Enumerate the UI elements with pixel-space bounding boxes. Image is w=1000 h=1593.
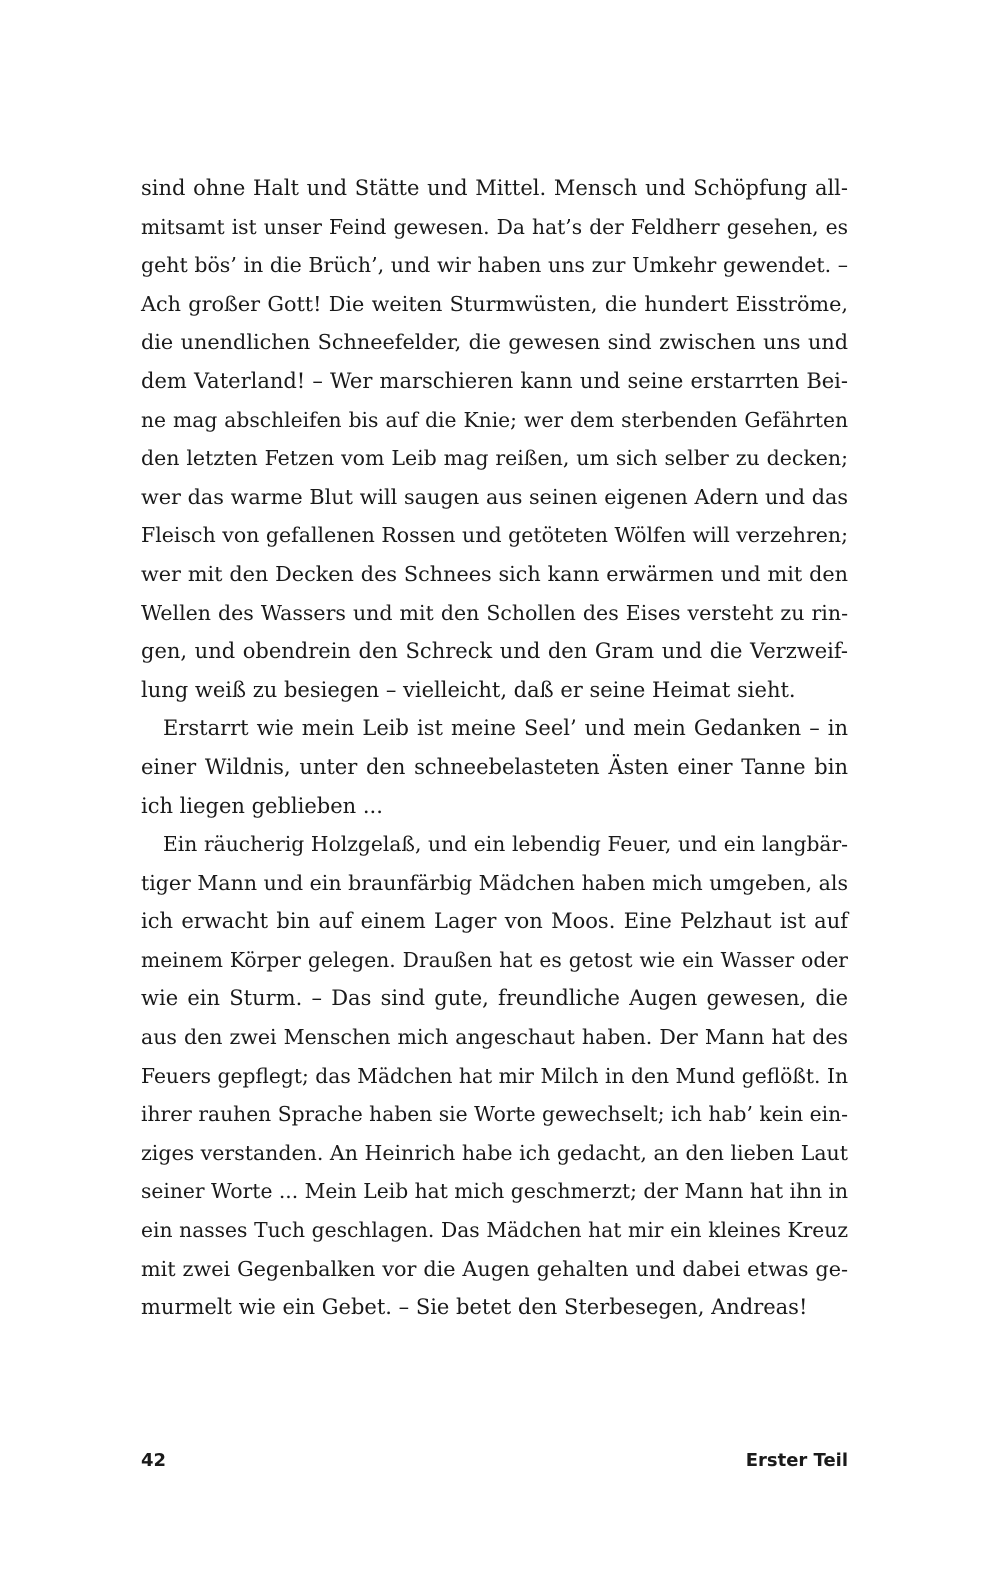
text-line: Wellen des Wassers und mit den Schollen des Eises versteht zu rin-	[141, 600, 848, 625]
text-line: Ach großer Gott! Die weiten Sturmwüsten, die hundert Eisströme,	[141, 291, 848, 316]
text-line: ein nasses Tuch geschlagen. Das Mädchen hat mir ein kleines Kreuz	[141, 1218, 848, 1243]
text-line: seiner Worte ... Mein Leib hat mich geschmerzt; der Mann hat ihn in	[141, 1179, 849, 1204]
running-footer-section: Erster Teil	[745, 1450, 848, 1471]
text-line: tiger Mann und ein braunfärbig Mädchen haben mich umgeben, als	[141, 870, 848, 895]
text-line: Feuers gepflegt; das Mädchen hat mir Milch in den Mund geflößt. In	[141, 1063, 848, 1088]
text-line: ne mag abschleifen bis auf die Knie; wer dem sterbenden Gefährten	[141, 407, 848, 432]
text-line: wie ein Sturm. – Das sind gute, freundliche Augen gewesen, die	[141, 986, 848, 1011]
body-text	[141, 169, 848, 1327]
text-line: sind ohne Halt und Stätte und Mittel. Mensch und Schöpfung all-	[141, 176, 848, 200]
text-line: ihrer rauhen Sprache haben sie Worte gewechselt; ich hab’ kein ein-	[141, 1102, 848, 1127]
text-line: ziges verstanden. An Heinrich habe ich gedacht, an den lieben Laut	[141, 1140, 848, 1165]
text-line: wer mit den Decken des Schnees sich kann erwärmen und mit den	[141, 561, 848, 586]
text-line: geht bös’ in die Brüch’, und wir haben uns zur Umkehr gewendet. –	[141, 253, 848, 278]
page-number: 42	[141, 1450, 167, 1471]
text-line: einer Wildnis, unter den schneebelasteten Ästen einer Tanne bin	[141, 754, 848, 779]
text-line: mit zwei Gegenbalken vor die Augen gehalten und dabei etwas ge-	[141, 1256, 848, 1281]
text-line: die unendlichen Schneefelder, die gewesen sind zwischen uns und	[141, 330, 848, 355]
text-line: mitsamt ist unser Feind gewesen. Da hat’s der Feldherr gesehen, es	[141, 214, 848, 239]
text-line: ich liegen geblieben ...	[141, 793, 383, 818]
page-footer	[141, 1450, 848, 1478]
text-line: gen, und obendrein den Schreck und den Gram und die Verzweif-	[141, 639, 848, 664]
text-line: murmelt wie ein Gebet. – Sie betet den Sterbesegen, Andreas!	[141, 1295, 808, 1320]
paragraph-start-line: Erstarrt wie mein Leib ist meine Seel’ und mein Gedanken – in	[163, 716, 848, 741]
text-line: wer das warme Blut will saugen aus seinen eigenen Adern und das	[141, 484, 848, 509]
text-line: aus den zwei Menschen mich angeschaut haben. Der Mann hat des	[141, 1025, 848, 1050]
text-line: lung weiß zu besiegen – vielleicht, daß er seine Heimat sieht.	[141, 677, 796, 702]
paragraph-start-line: Ein räucherig Holzgelaß, und ein lebendig Feuer, und ein langbär-	[163, 832, 848, 857]
text-line: meinem Körper gelegen. Draußen hat es getost wie ein Wasser oder	[141, 947, 848, 972]
text-line: den letzten Fetzen vom Leib mag reißen, um sich selber zu decken;	[141, 446, 848, 471]
text-line: Fleisch von gefallenen Rossen und getöteten Wölfen will verzehren;	[141, 523, 848, 548]
text-line: dem Vaterland! – Wer marschieren kann und seine erstarrten Bei-	[141, 368, 848, 393]
text-line: ich erwacht bin auf einem Lager von Moos. Eine Pelzhaut ist auf	[141, 909, 848, 934]
